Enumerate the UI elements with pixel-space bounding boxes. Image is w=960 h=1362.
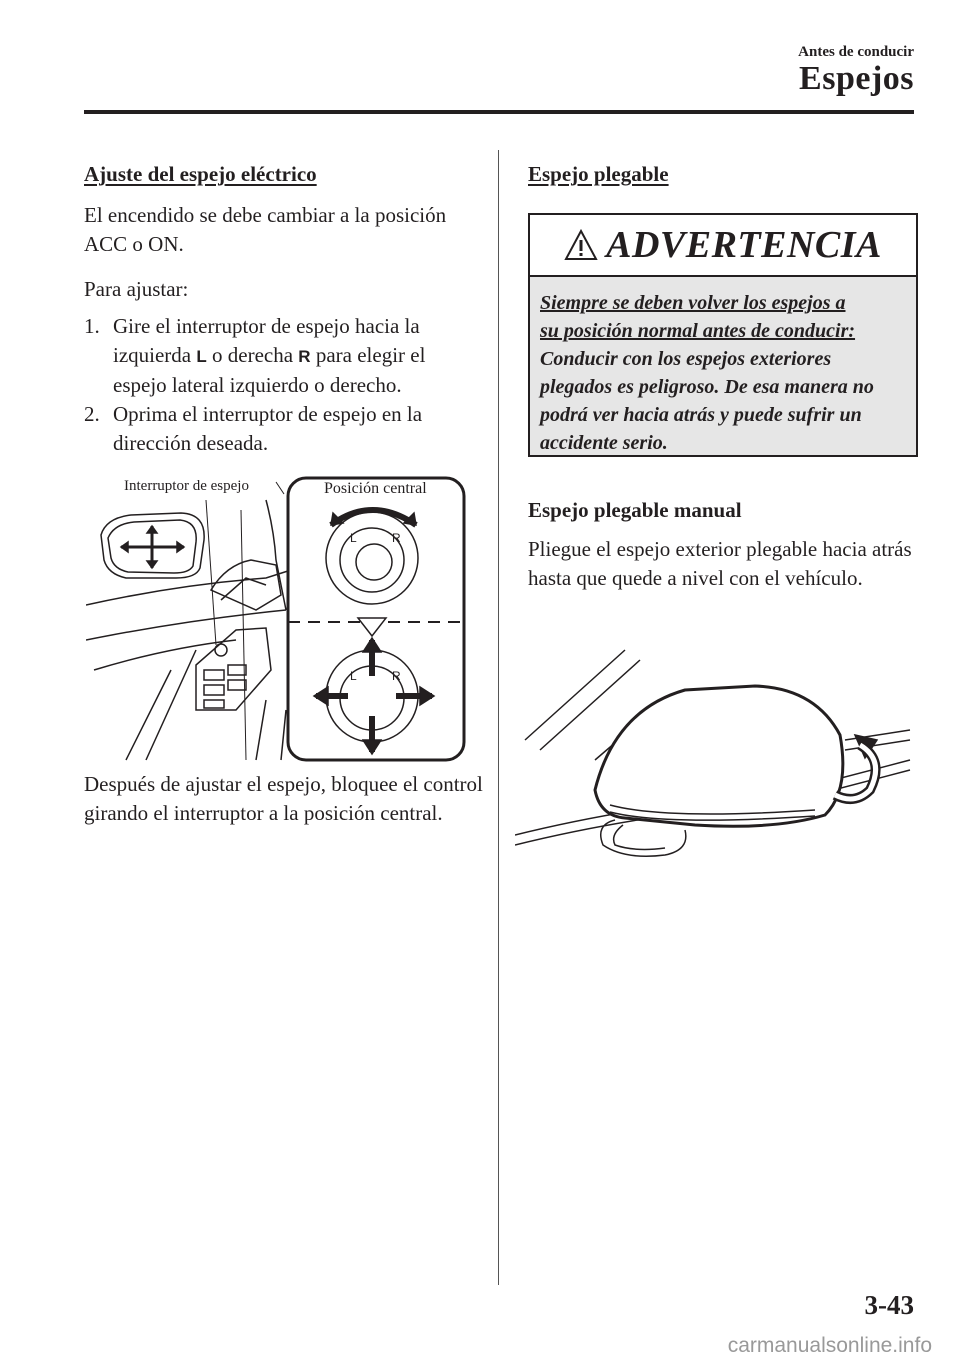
svg-text:L: L bbox=[350, 531, 357, 545]
left-column bbox=[84, 160, 484, 458]
warning-triangle-icon bbox=[564, 229, 598, 261]
right-heading: Espejo plegable bbox=[528, 162, 669, 186]
left-after-text: Después de ajustar el espejo, bloquee el control girando el interruptor a la posición central. bbox=[84, 772, 483, 825]
folding-mirror-figure bbox=[515, 640, 915, 885]
warning-body: Siempre se deben volver los espejos a su posición normal antes de conducir: Conducir con los espejos exteriores plegados es peligroso. De esa manera no podrá ver hacia atrás y puede sufrir un accidente serio. bbox=[530, 277, 916, 455]
left-heading: Ajuste del espejo eléctrico bbox=[84, 162, 317, 186]
warning-box bbox=[528, 213, 918, 457]
header-rule bbox=[84, 110, 914, 114]
warning-title: ADVERTENCIA bbox=[606, 224, 882, 266]
left-glyph-icon: L bbox=[196, 347, 207, 366]
mirror-switch-illustration bbox=[86, 470, 468, 766]
warning-header bbox=[530, 215, 916, 277]
left-intro: El encendido se debe cambiar a la posición ACC o ON. bbox=[84, 203, 447, 256]
manual-fold-heading: Espejo plegable manual bbox=[528, 498, 742, 522]
header-chapter-title: Espejos bbox=[799, 60, 914, 97]
page-number: 3-43 bbox=[864, 1290, 914, 1320]
right-heading-block bbox=[528, 160, 914, 189]
step-2: 2. Oprima el interruptor de espejo en la dirección deseada. bbox=[84, 402, 423, 455]
watermark: carmanualsonline.info bbox=[727, 1334, 932, 1357]
svg-text:R: R bbox=[392, 531, 401, 545]
step-1: 1. Gire el interruptor de espejo hacia la izquierda L o derecha R para elegir el espejo lateral izquierdo o derecho. bbox=[84, 314, 426, 397]
label-center-position: Posición central bbox=[324, 480, 427, 497]
label-mirror-switch: Interruptor de espejo bbox=[124, 478, 249, 494]
para-label: Para ajustar: bbox=[84, 277, 189, 301]
right-text-block bbox=[528, 496, 914, 593]
mirror-switch-figure bbox=[86, 470, 468, 766]
right-glyph-icon: R bbox=[298, 347, 311, 366]
header-section-title: Antes de conducir bbox=[798, 44, 914, 60]
svg-text:R: R bbox=[392, 669, 401, 683]
column-divider bbox=[498, 150, 499, 1285]
folding-mirror-illustration bbox=[515, 640, 915, 885]
manual-fold-text: Pliegue el espejo exterior plegable hacia atrás hasta que quede a nivel con el vehículo. bbox=[528, 537, 912, 590]
svg-text:L: L bbox=[350, 669, 357, 683]
